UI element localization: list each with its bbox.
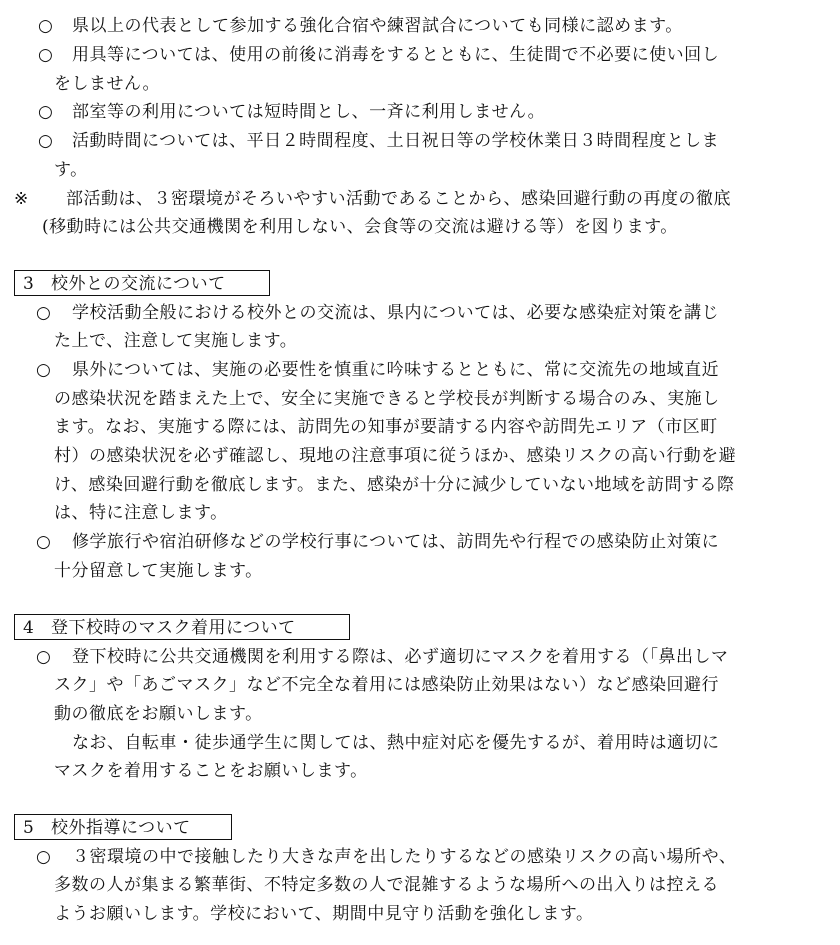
text-line: 用具等については、使用の前後に消毒をするとともに、生徒間で不必要に使い回し — [72, 45, 720, 65]
text-line: 村）の感染状況を必ず確認し、現地の注意事項に従うほか、感染リスクの高い行動を避 — [54, 446, 737, 466]
text-line: ３密環境の中で接触したり大きな声を出したりするなどの感染リスクの高い場所や、 — [72, 847, 737, 867]
section-5-heading — [14, 814, 232, 840]
section-number: 3 — [23, 274, 35, 294]
text-line: 活動時間については、平日２時間程度、土日祝日等の学校休業日３時間程度としま — [72, 131, 720, 151]
text-line: をしません。 — [54, 74, 161, 94]
text-line: 県外については、実施の必要性を慎重に吟味するとともに、常に交流先の地域直近 — [72, 360, 720, 380]
text-line: ようお願いします。学校において、期間中見守り活動を強化します。 — [54, 904, 594, 924]
text-line: 修学旅行や宿泊研修などの学校行事については、訪問先や行程での感染防止対策に — [72, 532, 720, 552]
section-4-heading — [14, 614, 350, 640]
text-line: の感染状況を踏まえた上で、安全に実施できると学校長が判断する場合のみ、実施し — [54, 389, 720, 409]
bullet-icon: ○ — [38, 45, 53, 65]
text-line: た上で、注意して実施します。 — [54, 331, 298, 351]
bullet-icon: ○ — [36, 847, 51, 867]
text-line: す。 — [54, 160, 88, 180]
text-line: け、感染回避行動を徹底します。また、感染が十分に減少していない地域を訪問する際 — [54, 475, 735, 495]
text-line: なお、自転車・徒歩通学生に関しては、熱中症対応を優先するが、着用時は適切に — [72, 733, 720, 753]
section-title: 登下校時のマスク着用について — [51, 618, 296, 638]
bullet-icon: ○ — [36, 360, 51, 380]
text-line: は、特に注意します。 — [54, 503, 228, 523]
section-number: 4 — [23, 618, 35, 638]
text-line: 県以上の代表として参加する強化合宿や練習試合についても同様に認めます。 — [72, 16, 683, 36]
text-line: 十分留意して実施します。 — [54, 561, 263, 581]
bullet-icon: ○ — [36, 303, 51, 323]
section-3-heading — [14, 270, 270, 296]
bullet-icon: ○ — [38, 102, 53, 122]
bullet-icon: ○ — [36, 532, 51, 552]
text-line: 部室等の利用については短時間とし、一斉に利用しません。 — [72, 102, 546, 122]
bullet-icon: ○ — [36, 647, 51, 667]
bullet-icon: ○ — [38, 131, 53, 151]
text-line: マスクを着用することをお願いします。 — [54, 761, 368, 781]
text-line: 部活動は、３密環境がそろいやすい活動であることから、感染回避行動の再度の徹底 — [66, 189, 731, 209]
note-icon: ※ — [14, 189, 29, 209]
text-line: 学校活動全般における校外との交流は、県内については、必要な感染症対策を講じ — [72, 303, 720, 323]
section-title: 校外との交流について — [51, 274, 226, 294]
bullet-icon: ○ — [38, 16, 53, 36]
section-title: 校外指導について — [51, 818, 191, 838]
text-line: 登下校時に公共交通機関を利用する際は、必ず適切にマスクを着用する（「鼻出しマ — [72, 647, 729, 667]
section-number: 5 — [23, 818, 35, 838]
text-line: 動の徹底をお願いします。 — [54, 704, 263, 724]
text-line: 多数の人が集まる繁華街、不特定多数の人で混雑するような場所への出入りは控える — [54, 875, 719, 895]
text-line: スク」や「あごマスク」など不完全な着用には感染防止効果はない）など感染回避行 — [54, 675, 719, 695]
text-line: ます。なお、実施する際には、訪問先の知事が要請する内容や訪問先エリア（市区町 — [54, 417, 718, 437]
text-line: (移動時には公共交通機関を利用しない、会食等の交流は避ける等）を図ります。 — [42, 217, 678, 237]
